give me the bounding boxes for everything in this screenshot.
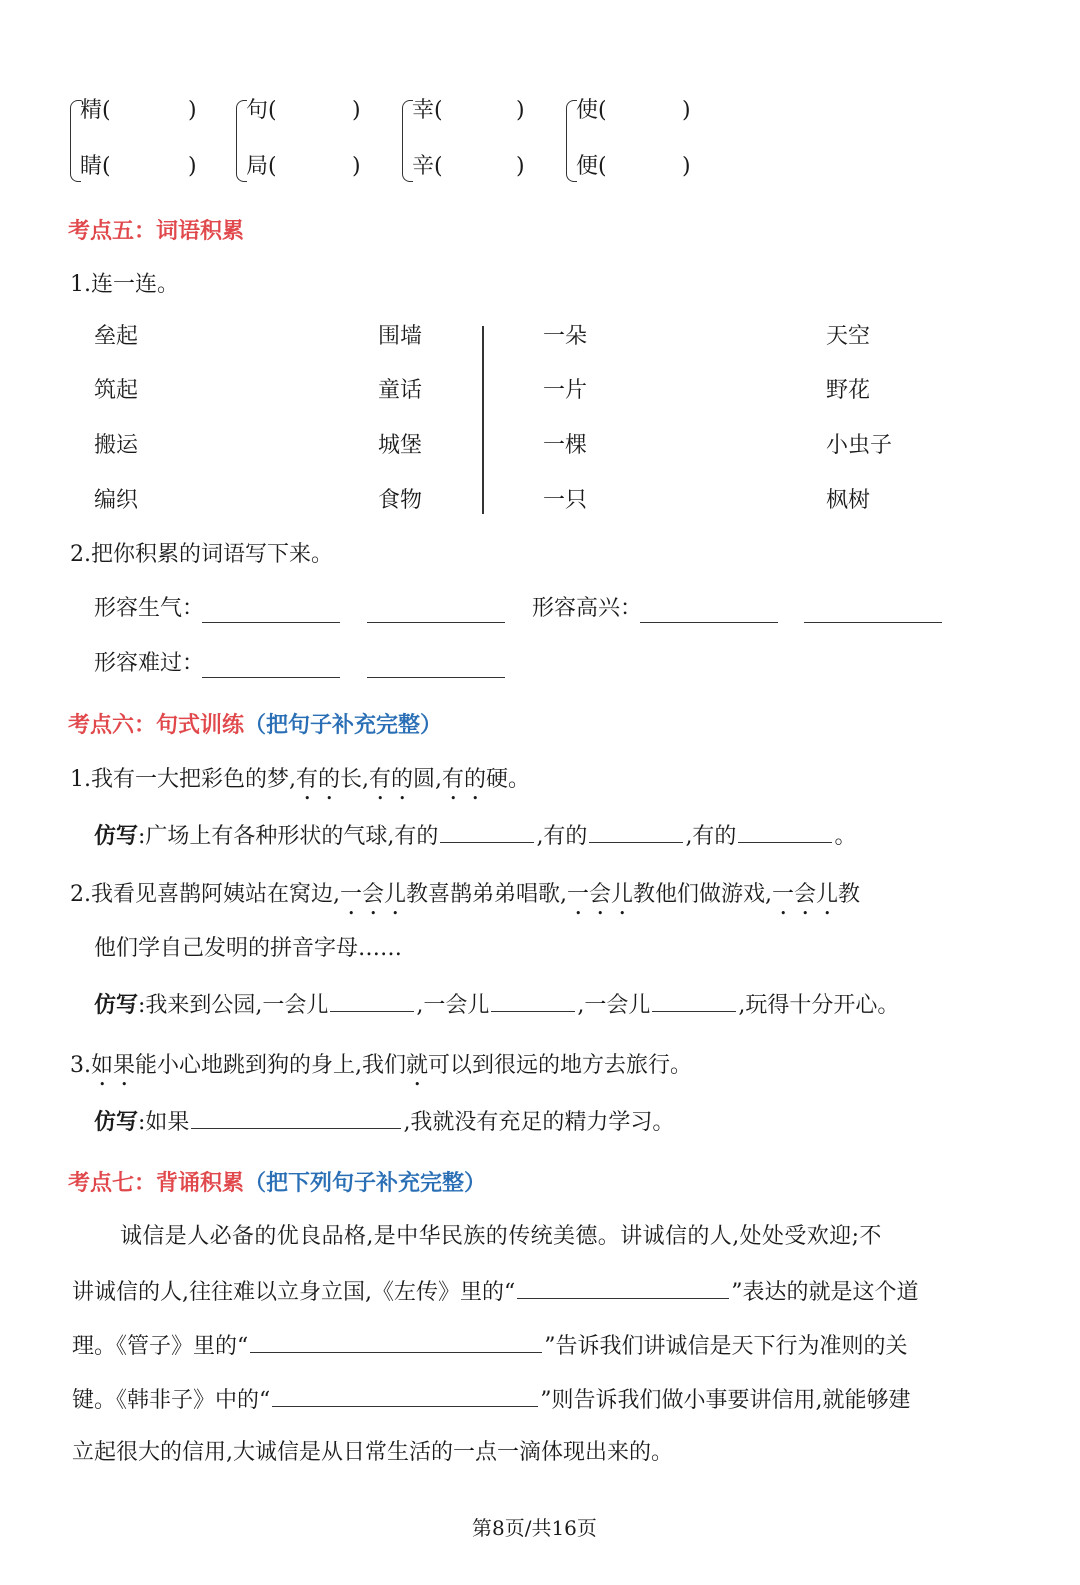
text: 教喜鹊弟弟唱歌, <box>406 882 567 907</box>
happy-blank-1[interactable] <box>640 622 778 623</box>
q2-label: 2.把你积累的词语写下来。 <box>70 542 333 567</box>
text: ,有的 <box>536 824 588 849</box>
imitate-label: 仿写 <box>94 1110 139 1135</box>
text: ”告诉我们讲诚信是天下行为准则的关 <box>544 1334 908 1359</box>
sad-blank-2[interactable] <box>367 677 505 678</box>
text: 键。《韩非子》中的“ <box>72 1388 271 1413</box>
char-close: ) <box>188 154 197 179</box>
match-col1-item[interactable]: 筑起 <box>94 378 139 403</box>
page-number: 第8页/共16页 <box>472 1516 597 1540</box>
text: 长, <box>340 767 369 792</box>
emphasis-text: 就 <box>406 1053 429 1078</box>
imitate-blank[interactable] <box>652 989 736 1012</box>
char-close: ) <box>188 98 197 123</box>
text: ,一会儿 <box>416 993 490 1018</box>
recite-blank[interactable] <box>272 1384 538 1407</box>
passage-line-1: 诚信是人必备的优良品格,是中华民族的传统美德。讲诚信的人,处处受欢迎;不 <box>120 1224 882 1249</box>
char-close: ) <box>352 98 361 123</box>
section-6-title <box>68 711 442 741</box>
section-5-title: 考点五：词语积累 <box>68 219 245 244</box>
text: 3. <box>70 1053 91 1078</box>
imitate-blank[interactable] <box>491 989 575 1012</box>
text: 教 <box>838 882 861 907</box>
q6-2-imitate <box>94 989 899 1021</box>
recite-blank[interactable] <box>517 1276 729 1299</box>
text: 1.我有一大把彩色的梦, <box>70 767 296 792</box>
text: 可以到很远的地方去旅行。 <box>428 1053 693 1078</box>
char-close: ) <box>516 98 525 123</box>
q6-2-sentence-line2: 他们学自己发明的拼音字母…… <box>94 936 403 961</box>
text: :我来到公园,一会儿 <box>138 993 329 1018</box>
sad-blank-1[interactable] <box>202 677 340 678</box>
section-7-subtitle: （把下列句子补充完整） <box>244 1171 487 1196</box>
match-col2-item[interactable]: 城堡 <box>378 433 423 458</box>
angry-label: 形容生气： <box>94 596 205 621</box>
text: :广场上有各种形状的气球,有的 <box>138 824 439 849</box>
char-top-2: 句( <box>246 98 277 123</box>
char-close: ) <box>682 98 691 123</box>
match-col3-item[interactable]: 一棵 <box>543 433 588 458</box>
char-top-3: 幸( <box>412 98 443 123</box>
match-col2-item[interactable]: 食物 <box>378 488 423 513</box>
text: :如果 <box>138 1110 190 1135</box>
emphasis-text: 如果 <box>91 1053 136 1078</box>
emphasis-text: 一会儿 <box>567 882 634 907</box>
text: 理。《管子》里的“ <box>72 1334 249 1359</box>
char-close: ) <box>682 154 691 179</box>
sad-label: 形容难过： <box>94 651 205 676</box>
char-bottom-2: 局( <box>246 154 277 179</box>
q6-3-imitate <box>94 1106 674 1138</box>
match-col1-item[interactable]: 垒起 <box>94 324 139 349</box>
imitate-blank[interactable] <box>330 989 414 1012</box>
column-divider <box>482 326 484 514</box>
char-bottom-4: 便( <box>576 154 607 179</box>
q6-3-sentence <box>70 1051 692 1091</box>
match-col4-item[interactable]: 天空 <box>826 324 871 349</box>
q1-label: 1.连一连。 <box>70 272 179 297</box>
char-top-4: 使( <box>576 98 607 123</box>
emphasis-text: 一会儿 <box>772 882 839 907</box>
text: 。 <box>834 824 857 849</box>
angry-blank-1[interactable] <box>202 622 340 623</box>
text: ,有的 <box>685 824 737 849</box>
section-6-subtitle: （把句子补充完整） <box>244 713 443 738</box>
happy-blank-2[interactable] <box>804 622 942 623</box>
imitate-blank[interactable] <box>440 820 534 843</box>
passage-line-5: 立起很大的信用,大诚信是从日常生活的一点一滴体现出来的。 <box>72 1440 673 1465</box>
char-bottom-1: 睛( <box>80 154 111 179</box>
match-col4-item[interactable]: 枫树 <box>826 488 871 513</box>
char-close: ) <box>352 154 361 179</box>
match-col3-item[interactable]: 一片 <box>543 378 588 403</box>
q6-2-sentence <box>70 880 860 920</box>
text: 能小心地跳到狗的身上,我们 <box>135 1053 407 1078</box>
section-7-title <box>68 1169 486 1199</box>
section-6-title-text: 考点六：句式训练 <box>68 713 245 738</box>
emphasis-text: 一会儿 <box>339 882 406 907</box>
imitate-label: 仿写 <box>94 993 139 1018</box>
passage-line-2 <box>72 1276 919 1308</box>
text: 硬。 <box>486 767 531 792</box>
imitate-blank[interactable] <box>738 820 832 843</box>
passage-line-3 <box>72 1330 908 1362</box>
text: ”表达的就是这个道 <box>731 1280 919 1305</box>
q6-1-imitate <box>94 820 856 852</box>
match-col1-item[interactable]: 搬运 <box>94 433 139 458</box>
text: 圆, <box>413 767 443 792</box>
char-close: ) <box>516 154 525 179</box>
match-col3-item[interactable]: 一只 <box>543 488 588 513</box>
imitate-blank[interactable] <box>191 1106 401 1129</box>
recite-blank[interactable] <box>250 1330 542 1353</box>
emphasis-text: 有的 <box>295 767 340 792</box>
text: ”则告诉我们做小事要讲信用,就能够建 <box>540 1388 911 1413</box>
emphasis-text: 有的 <box>369 767 414 792</box>
passage-line-4 <box>72 1384 911 1416</box>
text: 讲诚信的人,往往难以立身立国,《左传》里的“ <box>72 1280 516 1305</box>
match-col1-item[interactable]: 编织 <box>94 488 139 513</box>
imitate-label: 仿写 <box>94 824 139 849</box>
match-col2-item[interactable]: 围墙 <box>378 324 423 349</box>
char-bottom-3: 辛( <box>412 154 443 179</box>
happy-label: 形容高兴： <box>532 596 643 621</box>
match-col3-item[interactable]: 一朵 <box>543 324 588 349</box>
text: ,玩得十分开心。 <box>738 993 900 1018</box>
match-col4-item[interactable]: 小虫子 <box>826 433 893 458</box>
angry-blank-2[interactable] <box>367 622 505 623</box>
text: 教他们做游戏, <box>633 882 773 907</box>
text: 2.我看见喜鹊阿姨站在窝边, <box>70 882 340 907</box>
imitate-blank[interactable] <box>589 820 683 843</box>
text: ,一会儿 <box>577 993 651 1018</box>
q6-1-sentence <box>70 765 530 805</box>
match-col4-item[interactable]: 野花 <box>826 378 871 403</box>
char-top-1: 精( <box>80 98 111 123</box>
match-col2-item[interactable]: 童话 <box>378 378 423 403</box>
section-7-title-text: 考点七：背诵积累 <box>68 1171 245 1196</box>
text: ,我就没有充足的精力学习。 <box>403 1110 675 1135</box>
emphasis-text: 有的 <box>442 767 487 792</box>
